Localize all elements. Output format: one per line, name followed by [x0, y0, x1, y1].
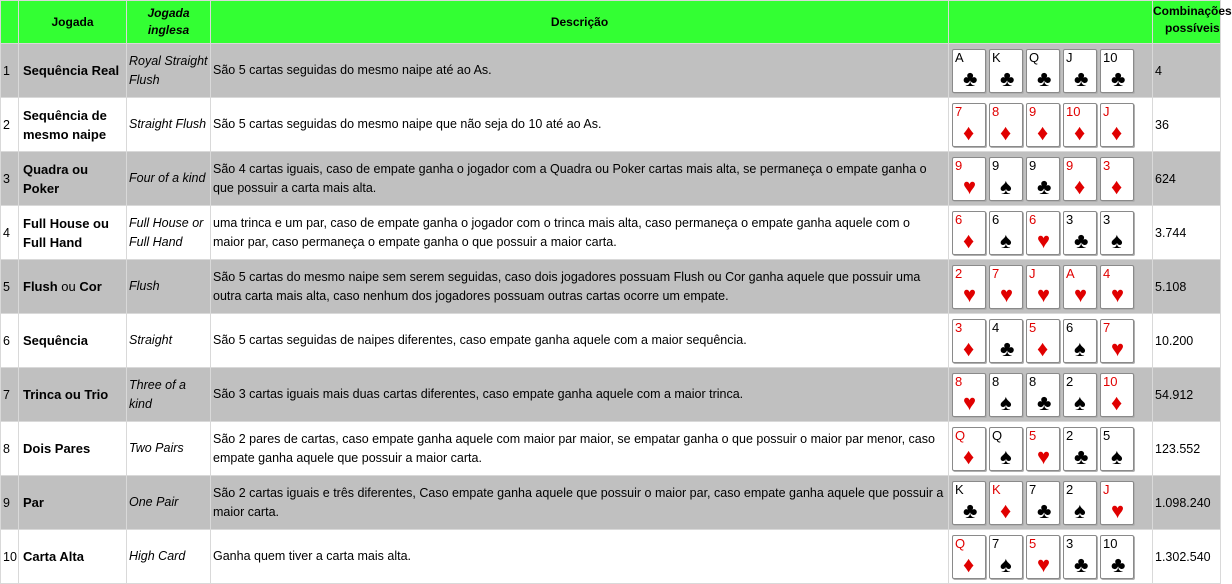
playing-card	[989, 265, 1023, 309]
playing-card	[1063, 481, 1097, 525]
hand-name-main: Full House ou Full Hand	[23, 215, 109, 250]
hand-cards	[949, 152, 1153, 206]
header-cartas	[949, 1, 1153, 44]
playing-card	[989, 319, 1023, 363]
club-suit-icon: ♣	[1037, 173, 1052, 199]
hand-cards	[949, 530, 1153, 584]
row-number: 9	[1, 476, 19, 530]
card-rank: 9	[1029, 103, 1037, 119]
playing-card	[989, 49, 1023, 93]
table-row	[1, 206, 1221, 260]
card-hand	[949, 481, 1152, 525]
diamond-suit-icon: ♦	[1074, 119, 1086, 145]
hand-name-english: Two Pairs	[127, 422, 211, 476]
row-number: 10	[1, 530, 19, 584]
card-rank: 10	[1103, 373, 1118, 389]
card-rank: 9	[955, 157, 963, 173]
diamond-suit-icon: ♦	[1037, 335, 1049, 361]
card-rank: 10	[1103, 49, 1118, 65]
hand-name	[19, 152, 127, 206]
hand-name	[19, 260, 127, 314]
header-jogada-inglesa-line1: Jogada	[147, 6, 190, 20]
combinations-count: 624	[1153, 152, 1221, 206]
club-suit-icon: ♣	[1074, 65, 1089, 91]
card-rank: 7	[1029, 481, 1037, 497]
heart-suit-icon: ♥	[1111, 281, 1125, 307]
card-rank: 8	[992, 373, 1000, 389]
playing-card	[1026, 373, 1060, 417]
playing-card	[952, 319, 986, 363]
table-header-row	[1, 1, 1221, 44]
combinations-count: 1.302.540	[1153, 530, 1221, 584]
card-rank: Q	[1029, 49, 1040, 65]
hand-name-main: Sequência de mesmo naipe	[23, 107, 107, 142]
card-rank: J	[1103, 481, 1110, 497]
playing-card	[989, 373, 1023, 417]
combinations-count: 36	[1153, 98, 1221, 152]
playing-card	[1063, 157, 1097, 201]
hand-description: uma trinca e um par, caso de empate ganha o jogador com o trinca mais alta, caso permaneça o empate ganha aquele com o maior par, caso permaneça o empate ganha o que possuir a maior carta.	[211, 206, 949, 260]
combinations-count: 5.108	[1153, 260, 1221, 314]
club-suit-icon: ♣	[1074, 443, 1089, 469]
card-rank: 4	[992, 319, 1000, 335]
playing-card	[1026, 319, 1060, 363]
row-number: 8	[1, 422, 19, 476]
diamond-suit-icon: ♦	[963, 551, 975, 577]
playing-card	[1026, 265, 1060, 309]
heart-suit-icon: ♥	[1037, 551, 1051, 577]
spade-suit-icon: ♠	[1000, 227, 1012, 253]
playing-card	[1100, 535, 1134, 579]
card-rank: 8	[992, 103, 1000, 119]
hand-description: São 2 cartas iguais e três diferentes, Caso empate ganha aquele que possuir o maior par, caso empate ganha aquele que possuir a maior carta.	[211, 476, 949, 530]
playing-card	[1100, 373, 1134, 417]
playing-card	[989, 211, 1023, 255]
hand-name-main: Sequência Real	[23, 63, 120, 78]
playing-card	[1100, 319, 1134, 363]
club-suit-icon: ♣	[963, 65, 978, 91]
hand-name	[19, 422, 127, 476]
hand-cards	[949, 206, 1153, 260]
heart-suit-icon: ♥	[1037, 281, 1051, 307]
card-hand	[949, 535, 1152, 579]
hand-cards	[949, 476, 1153, 530]
playing-card	[1100, 265, 1134, 309]
hand-description: São 5 cartas do mesmo naipe sem serem seguidas, caso dois jogadores possuam Flush ou Cor ganha aquele que possuir uma outra carta mais alta, caso nenhum dos jogadores possuam outras cartas ocorre um empate.	[211, 260, 949, 314]
card-rank: 2	[1066, 427, 1074, 443]
hand-cards	[949, 422, 1153, 476]
hand-name	[19, 44, 127, 98]
card-rank: Q	[992, 427, 1003, 443]
card-rank: 5	[1029, 535, 1037, 551]
spade-suit-icon: ♠	[1000, 551, 1012, 577]
playing-card	[1026, 427, 1060, 471]
card-rank: 6	[955, 211, 963, 227]
club-suit-icon: ♣	[1037, 389, 1052, 415]
header-comb-line2: possíveis	[1165, 21, 1220, 35]
hand-name-english: Full House or Full Hand	[127, 206, 211, 260]
card-rank: 6	[1066, 319, 1074, 335]
card-rank: 3	[1103, 211, 1111, 227]
heart-suit-icon: ♥	[1074, 281, 1088, 307]
table-row	[1, 422, 1221, 476]
card-rank: 3	[1103, 157, 1111, 173]
playing-card	[1063, 265, 1097, 309]
card-rank: 2	[955, 265, 963, 281]
hand-description: São 5 cartas seguidas do mesmo naipe que não seja do 10 até ao As.	[211, 98, 949, 152]
playing-card	[1026, 103, 1060, 147]
header-number	[1, 1, 19, 44]
diamond-suit-icon: ♦	[963, 227, 975, 253]
card-hand	[949, 373, 1152, 417]
diamond-suit-icon: ♦	[963, 119, 975, 145]
hand-name-main: Carta Alta	[23, 549, 84, 564]
hand-name-main: Quadra ou Poker	[23, 161, 89, 196]
spade-suit-icon: ♠	[1000, 443, 1012, 469]
playing-card	[1100, 211, 1134, 255]
playing-card	[1026, 535, 1060, 579]
table-row	[1, 314, 1221, 368]
hand-name-conjunction: ou	[61, 279, 76, 294]
playing-card	[1063, 373, 1097, 417]
club-suit-icon: ♣	[1111, 551, 1126, 577]
diamond-suit-icon: ♦	[1000, 119, 1012, 145]
card-hand	[949, 319, 1152, 363]
spade-suit-icon: ♠	[1074, 497, 1086, 523]
diamond-suit-icon: ♦	[963, 335, 975, 361]
playing-card	[989, 103, 1023, 147]
playing-card	[989, 427, 1023, 471]
heart-suit-icon: ♥	[963, 389, 977, 415]
hand-description: São 5 cartas seguidas de naipes diferentes, caso empate ganha aquele com a maior sequência.	[211, 314, 949, 368]
spade-suit-icon: ♠	[1000, 173, 1012, 199]
hand-name-english: Three of a kind	[127, 368, 211, 422]
club-suit-icon: ♣	[1111, 65, 1126, 91]
hand-name-main: Trinca ou Trio	[23, 387, 109, 402]
header-comb-line1: Combinações	[1153, 4, 1232, 18]
card-rank: Q	[955, 427, 966, 443]
card-rank: 7	[992, 265, 1000, 281]
heart-suit-icon: ♥	[1111, 335, 1125, 361]
hand-description: São 4 cartas iguais, caso de empate ganha o jogador com a Quadra ou Poker cartas mais alta, se permaneça o empate ganha o que possuir a carta mais alta.	[211, 152, 949, 206]
hand-cards	[949, 368, 1153, 422]
card-rank: 5	[1103, 427, 1111, 443]
heart-suit-icon: ♥	[1037, 443, 1051, 469]
playing-card	[1026, 481, 1060, 525]
spade-suit-icon: ♠	[1111, 443, 1123, 469]
playing-card	[1063, 103, 1097, 147]
card-rank: 10	[1066, 103, 1081, 119]
card-rank: 10	[1103, 535, 1118, 551]
hand-name-main: Dois Pares	[23, 441, 91, 456]
card-rank: 7	[1103, 319, 1111, 335]
hand-name	[19, 98, 127, 152]
playing-card	[1063, 427, 1097, 471]
hand-name-english: Four of a kind	[127, 152, 211, 206]
table-row	[1, 530, 1221, 584]
hand-name-alt: Cor	[79, 279, 102, 294]
heart-suit-icon: ♥	[1000, 281, 1014, 307]
card-rank: A	[1066, 265, 1075, 281]
table-row	[1, 260, 1221, 314]
playing-card	[1026, 49, 1060, 93]
card-hand	[949, 265, 1152, 309]
combinations-count: 3.744	[1153, 206, 1221, 260]
spade-suit-icon: ♠	[1074, 389, 1086, 415]
playing-card	[952, 49, 986, 93]
card-rank: 3	[1066, 211, 1074, 227]
table-row	[1, 368, 1221, 422]
card-rank: J	[1029, 265, 1036, 281]
row-number: 4	[1, 206, 19, 260]
card-hand	[949, 49, 1152, 93]
table-row	[1, 476, 1221, 530]
card-rank: 4	[1103, 265, 1111, 281]
playing-card	[1063, 535, 1097, 579]
club-suit-icon: ♣	[1074, 227, 1089, 253]
hand-name-english: Flush	[127, 260, 211, 314]
row-number: 7	[1, 368, 19, 422]
playing-card	[989, 535, 1023, 579]
card-hand	[949, 427, 1152, 471]
card-rank: 2	[1066, 481, 1074, 497]
diamond-suit-icon: ♦	[1111, 173, 1123, 199]
spade-suit-icon: ♠	[1074, 335, 1086, 361]
card-rank: J	[1066, 49, 1073, 65]
playing-card	[989, 481, 1023, 525]
header-jogada: Jogada	[19, 1, 127, 44]
card-rank: K	[992, 481, 1001, 497]
hand-description: Ganha quem tiver a carta mais alta.	[211, 530, 949, 584]
card-rank: Q	[955, 535, 966, 551]
heart-suit-icon: ♥	[963, 173, 977, 199]
club-suit-icon: ♣	[1037, 65, 1052, 91]
card-rank: A	[955, 49, 964, 65]
diamond-suit-icon: ♦	[1037, 119, 1049, 145]
card-rank: 9	[1029, 157, 1037, 173]
diamond-suit-icon: ♦	[1000, 497, 1012, 523]
hand-name-main: Sequência	[23, 333, 89, 348]
combinations-count: 4	[1153, 44, 1221, 98]
hand-name-main: Flush	[23, 279, 58, 294]
card-rank: 5	[1029, 319, 1037, 335]
playing-card	[1026, 157, 1060, 201]
hand-cards	[949, 98, 1153, 152]
combinations-count: 123.552	[1153, 422, 1221, 476]
table-row	[1, 98, 1221, 152]
row-number: 3	[1, 152, 19, 206]
playing-card	[1100, 481, 1134, 525]
hand-name-english: Straight	[127, 314, 211, 368]
diamond-suit-icon: ♦	[1074, 173, 1086, 199]
card-rank: 6	[1029, 211, 1037, 227]
playing-card	[952, 535, 986, 579]
card-rank: 5	[1029, 427, 1037, 443]
header-descricao: Descrição	[211, 1, 949, 44]
card-hand	[949, 103, 1152, 147]
playing-card	[1100, 103, 1134, 147]
playing-card	[952, 481, 986, 525]
table-row	[1, 152, 1221, 206]
playing-card	[952, 103, 986, 147]
playing-card	[952, 427, 986, 471]
playing-card	[952, 211, 986, 255]
hand-name-english: Royal Straight Flush	[127, 44, 211, 98]
combinations-count: 54.912	[1153, 368, 1221, 422]
diamond-suit-icon: ♦	[963, 443, 975, 469]
diamond-suit-icon: ♦	[1111, 119, 1123, 145]
card-rank: 9	[992, 157, 1000, 173]
card-rank: 9	[1066, 157, 1074, 173]
spade-suit-icon: ♠	[1111, 227, 1123, 253]
hand-cards	[949, 314, 1153, 368]
playing-card	[1100, 157, 1134, 201]
playing-card	[1063, 319, 1097, 363]
card-rank: K	[955, 481, 964, 497]
card-rank: 7	[955, 103, 963, 119]
card-rank: K	[992, 49, 1001, 65]
hand-cards	[949, 44, 1153, 98]
row-number: 1	[1, 44, 19, 98]
playing-card	[1100, 427, 1134, 471]
header-jogada-inglesa	[127, 1, 211, 44]
table-body	[1, 44, 1221, 584]
hand-name	[19, 530, 127, 584]
playing-card	[989, 157, 1023, 201]
playing-card	[1063, 211, 1097, 255]
playing-card	[1100, 49, 1134, 93]
row-number: 2	[1, 98, 19, 152]
header-combinacoes	[1153, 1, 1232, 44]
club-suit-icon: ♣	[1074, 551, 1089, 577]
card-rank: J	[1103, 103, 1110, 119]
card-rank: 3	[955, 319, 963, 335]
hand-description: São 5 cartas seguidas do mesmo naipe até ao As.	[211, 44, 949, 98]
diamond-suit-icon: ♦	[1111, 389, 1123, 415]
hand-name	[19, 368, 127, 422]
combinations-count: 10.200	[1153, 314, 1221, 368]
playing-card	[952, 265, 986, 309]
playing-card	[952, 157, 986, 201]
hand-name-main: Par	[23, 495, 44, 510]
hand-name-english: High Card	[127, 530, 211, 584]
hand-name	[19, 314, 127, 368]
card-rank: 7	[992, 535, 1000, 551]
club-suit-icon: ♣	[1000, 335, 1015, 361]
hand-name-english: One Pair	[127, 476, 211, 530]
table-row	[1, 44, 1221, 98]
hand-description: São 2 pares de cartas, caso empate ganha aquele com maior par maior, se empatar ganha o que possuir o maior par menor, caso empate ganha aquele que possuir a maior carta.	[211, 422, 949, 476]
row-number: 5	[1, 260, 19, 314]
hand-description: São 3 cartas iguais mais duas cartas diferentes, caso empate ganha aquele com a maior trinca.	[211, 368, 949, 422]
header-jogada-inglesa-line2: inglesa	[147, 23, 190, 37]
card-rank: 2	[1066, 373, 1074, 389]
hand-name-english: Straight Flush	[127, 98, 211, 152]
heart-suit-icon: ♥	[1111, 497, 1125, 523]
heart-suit-icon: ♥	[963, 281, 977, 307]
card-rank: 8	[955, 373, 963, 389]
card-hand	[949, 211, 1152, 255]
card-rank: 8	[1029, 373, 1037, 389]
card-rank: 6	[992, 211, 1000, 227]
club-suit-icon: ♣	[963, 497, 978, 523]
heart-suit-icon: ♥	[1037, 227, 1051, 253]
combinations-count: 1.098.240	[1153, 476, 1221, 530]
playing-card	[1026, 211, 1060, 255]
playing-card	[1063, 49, 1097, 93]
hand-name	[19, 476, 127, 530]
spade-suit-icon: ♠	[1000, 389, 1012, 415]
card-rank: 3	[1066, 535, 1074, 551]
card-hand	[949, 157, 1152, 201]
hand-cards	[949, 260, 1153, 314]
hand-name	[19, 206, 127, 260]
playing-card	[952, 373, 986, 417]
club-suit-icon: ♣	[1037, 497, 1052, 523]
row-number: 6	[1, 314, 19, 368]
club-suit-icon: ♣	[1000, 65, 1015, 91]
